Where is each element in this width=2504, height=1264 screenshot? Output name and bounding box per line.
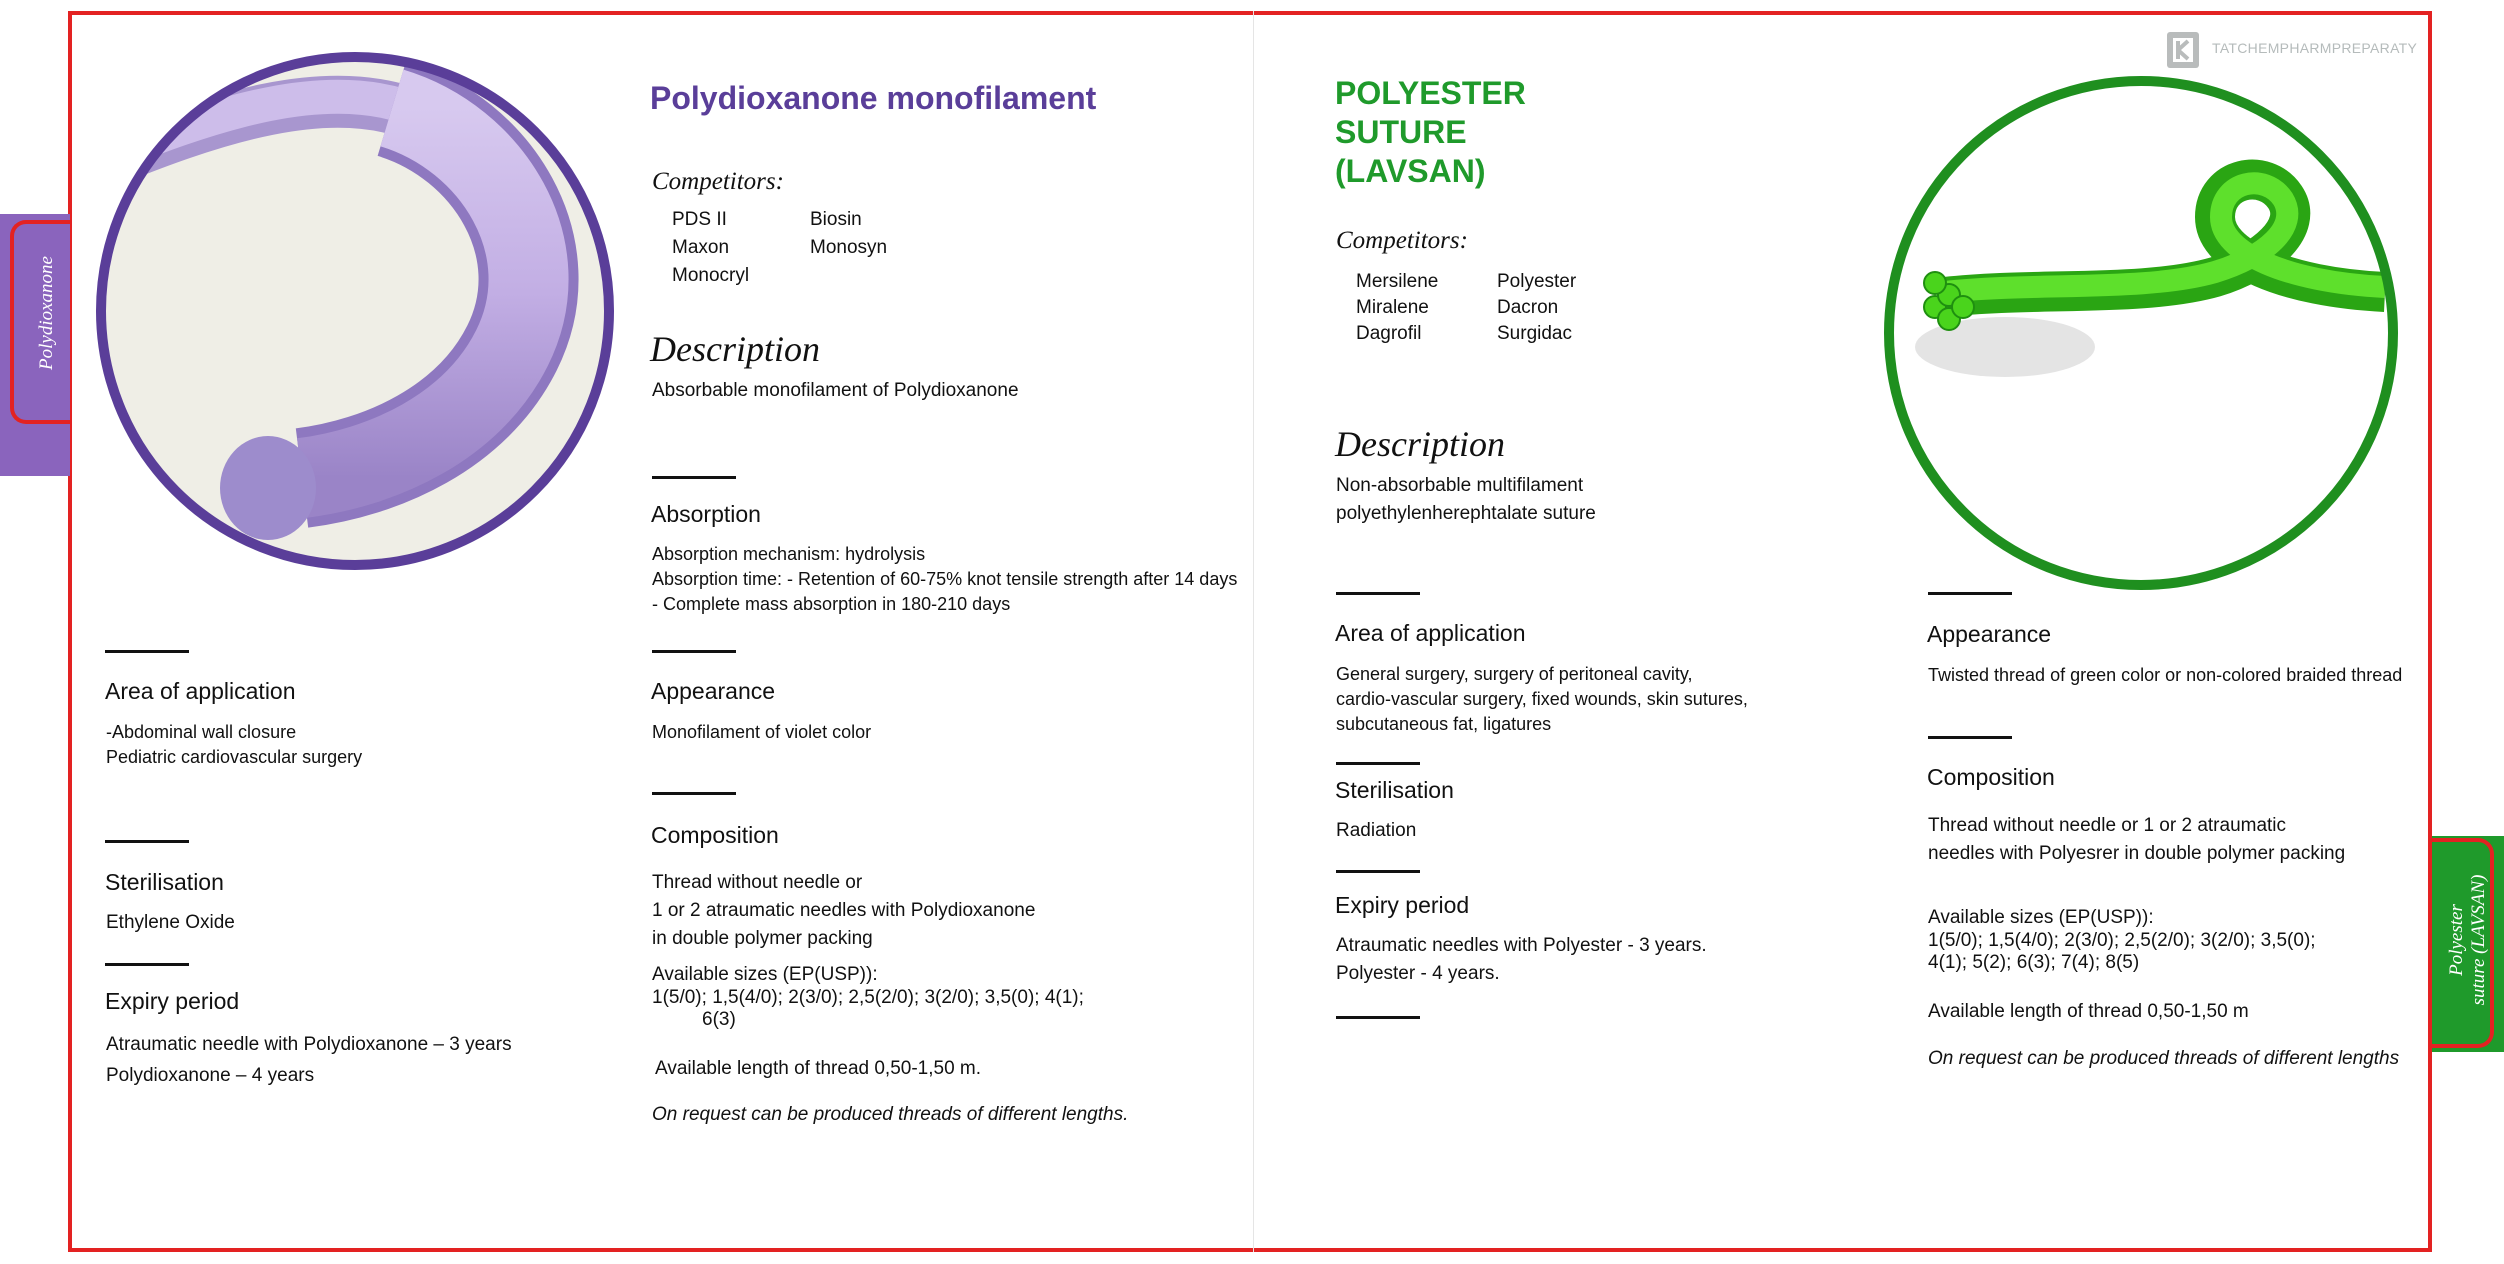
sizes-line: 1(5/0); 1,5(4/0); 2(3/0); 2,5(2/0); 3(2/0); 3,5(0); 4(1); — [652, 987, 1084, 1008]
sizes-label: Available sizes (EP(USP)): — [1928, 907, 2154, 928]
polyester-steril-text: Radiation — [1336, 820, 1417, 841]
divider — [652, 476, 736, 479]
text-line: Polydioxanone – 4 years — [106, 1065, 315, 1086]
text-line: Thread without needle or — [652, 872, 863, 893]
poly-absorption-text — [652, 542, 1237, 617]
poly-area-text — [106, 720, 362, 770]
poly-description-heading: Description — [650, 329, 820, 369]
divider — [1336, 1016, 1420, 1019]
poly-competitors-col2 — [810, 206, 887, 262]
text-line: polyethylenherephtalate suture — [1336, 503, 1596, 524]
list-item: Monocryl — [672, 265, 750, 286]
polyester-request-text: On request can be produced threads of different lengths — [1928, 1048, 2400, 1069]
divider — [105, 840, 189, 843]
list-item: Mersilene — [1356, 271, 1439, 292]
divider — [105, 963, 189, 966]
text-line: 1 or 2 atraumatic needles with Polydioxanone — [652, 900, 1036, 921]
polyester-sizes — [1928, 906, 2316, 974]
title-line: SUTURE — [1335, 114, 1467, 150]
side-tab-label: Polydioxanone — [36, 256, 57, 370]
polyester-area-heading: Area of application — [1335, 620, 1526, 646]
poly-composition-text — [652, 869, 1035, 953]
poly-description-text: Absorbable monofilament of Polydioxanone — [652, 380, 1019, 401]
polyester-appearance-text: Twisted thread of green color or non-colored braided thread — [1928, 665, 2403, 685]
sizes-line: 4(1); 5(2); 6(3); 7(4); 8(5) — [1928, 952, 2140, 973]
text-line: needles with Polyesrer in double polymer packing — [1928, 843, 2346, 864]
poly-appearance-heading: Appearance — [651, 678, 776, 704]
poly-expiry-heading: Expiry period — [105, 988, 240, 1014]
text-line: - Complete mass absorption in 180-210 days — [652, 594, 1011, 614]
divider — [1928, 736, 2012, 739]
poly-absorption-heading: Absorption — [651, 501, 761, 527]
polyester-length-text: Available length of thread 0,50-1,50 m — [1928, 1001, 2249, 1022]
list-item: PDS II — [672, 209, 727, 230]
polyester-appearance-heading: Appearance — [1927, 621, 2052, 647]
side-tab-label-line1: Polyester — [2446, 904, 2467, 976]
poly-steril-text: Ethylene Oxide — [106, 912, 235, 933]
text-line: Thread without needle or 1 or 2 atraumatic — [1928, 815, 2287, 836]
polyester-steril-heading: Sterilisation — [1335, 777, 1454, 803]
poly-composition-heading: Composition — [651, 822, 779, 848]
list-item: Miralene — [1356, 297, 1429, 318]
poly-request-text: On request can be produced threads of different lengths. — [652, 1104, 1129, 1125]
polyester-competitors-col2 — [1497, 269, 1576, 347]
polydioxanone-thread-image — [92, 48, 622, 578]
text-line: in double polymer packing — [652, 928, 873, 949]
polyester-thread-image — [1885, 77, 2405, 597]
list-item: Dacron — [1497, 297, 1559, 318]
side-tab-label-line2: suture (LAVSAN) — [2468, 874, 2489, 1006]
poly-competitors-col1 — [672, 206, 749, 290]
polyester-composition-heading: Composition — [1927, 764, 2055, 790]
divider — [1928, 592, 2012, 595]
text-line: Pediatric cardiovascular surgery — [106, 747, 363, 767]
polyester-composition-text — [1928, 812, 2345, 868]
list-item: Surgidac — [1497, 323, 1572, 344]
divider — [1336, 762, 1420, 765]
divider — [1336, 870, 1420, 873]
text-line: cardio-vascular surgery, fixed wounds, skin sutures, — [1336, 689, 1748, 709]
polyester-expiry-text — [1336, 932, 1707, 988]
text-line: Polyester - 4 years. — [1336, 963, 1500, 984]
poly-sizes — [652, 963, 1084, 1031]
sizes-line: 1(5/0); 1,5(4/0); 2(3/0); 2,5(2/0); 3(2/0); 3,5(0); — [1928, 930, 2316, 951]
list-item: Monosyn — [810, 237, 888, 258]
poly-competitors-label: Competitors: — [652, 168, 784, 195]
poly-area-heading: Area of application — [105, 678, 296, 704]
title-line: POLYESTER — [1335, 75, 1526, 111]
text-line: subcutaneous fat, ligatures — [1336, 714, 1552, 734]
text-line: Atraumatic needles with Polyester - 3 years. — [1336, 935, 1707, 956]
text-line: Absorption time: - Retention of 60-75% knot tensile strength after 14 days — [652, 569, 1238, 589]
poly-steril-heading: Sterilisation — [105, 869, 224, 895]
text-line: -Abdominal wall closure — [106, 722, 297, 742]
text-line: Absorption mechanism: hydrolysis — [652, 544, 926, 564]
sizes-line: 6(3) — [702, 1009, 736, 1030]
title-line: (LAVSAN) — [1335, 153, 1486, 189]
poly-appearance-text: Monofilament of violet color — [652, 722, 872, 742]
sizes-label: Available sizes (EP(USP)): — [652, 964, 878, 985]
divider — [652, 650, 736, 653]
list-item: Dagrofil — [1356, 323, 1422, 344]
divider — [105, 650, 189, 653]
list-item: Polyester — [1497, 271, 1577, 292]
text-line: General surgery, surgery of peritoneal cavity, — [1336, 664, 1693, 684]
text-line: Non-absorbable multifilament — [1336, 475, 1584, 496]
list-item: Maxon — [672, 237, 730, 258]
polyester-description-text — [1336, 472, 1596, 528]
polyester-title — [1335, 74, 1526, 191]
poly-length-text: Available length of thread 0,50-1,50 m. — [655, 1058, 982, 1079]
side-tab-label — [2446, 865, 2490, 1015]
brand-name: TATCHEMPHARMPREPARATY — [2212, 40, 2418, 56]
list-item: Biosin — [810, 209, 862, 230]
polyester-area-text — [1336, 662, 1748, 737]
divider — [652, 792, 736, 795]
polyester-competitors-col1 — [1356, 269, 1438, 347]
polydioxanone-title: Polydioxanone monofilament — [650, 80, 1097, 116]
poly-expiry-text — [106, 1029, 512, 1091]
divider — [1336, 592, 1420, 595]
fold-line — [1253, 11, 1254, 1252]
text-line: Atraumatic needle with Polydioxanone – 3 years — [106, 1034, 512, 1055]
polyester-description-heading: Description — [1335, 424, 1505, 464]
polyester-competitors-label: Competitors: — [1336, 227, 1468, 254]
polyester-expiry-heading: Expiry period — [1335, 892, 1470, 918]
logo-k-icon — [2167, 32, 2199, 68]
